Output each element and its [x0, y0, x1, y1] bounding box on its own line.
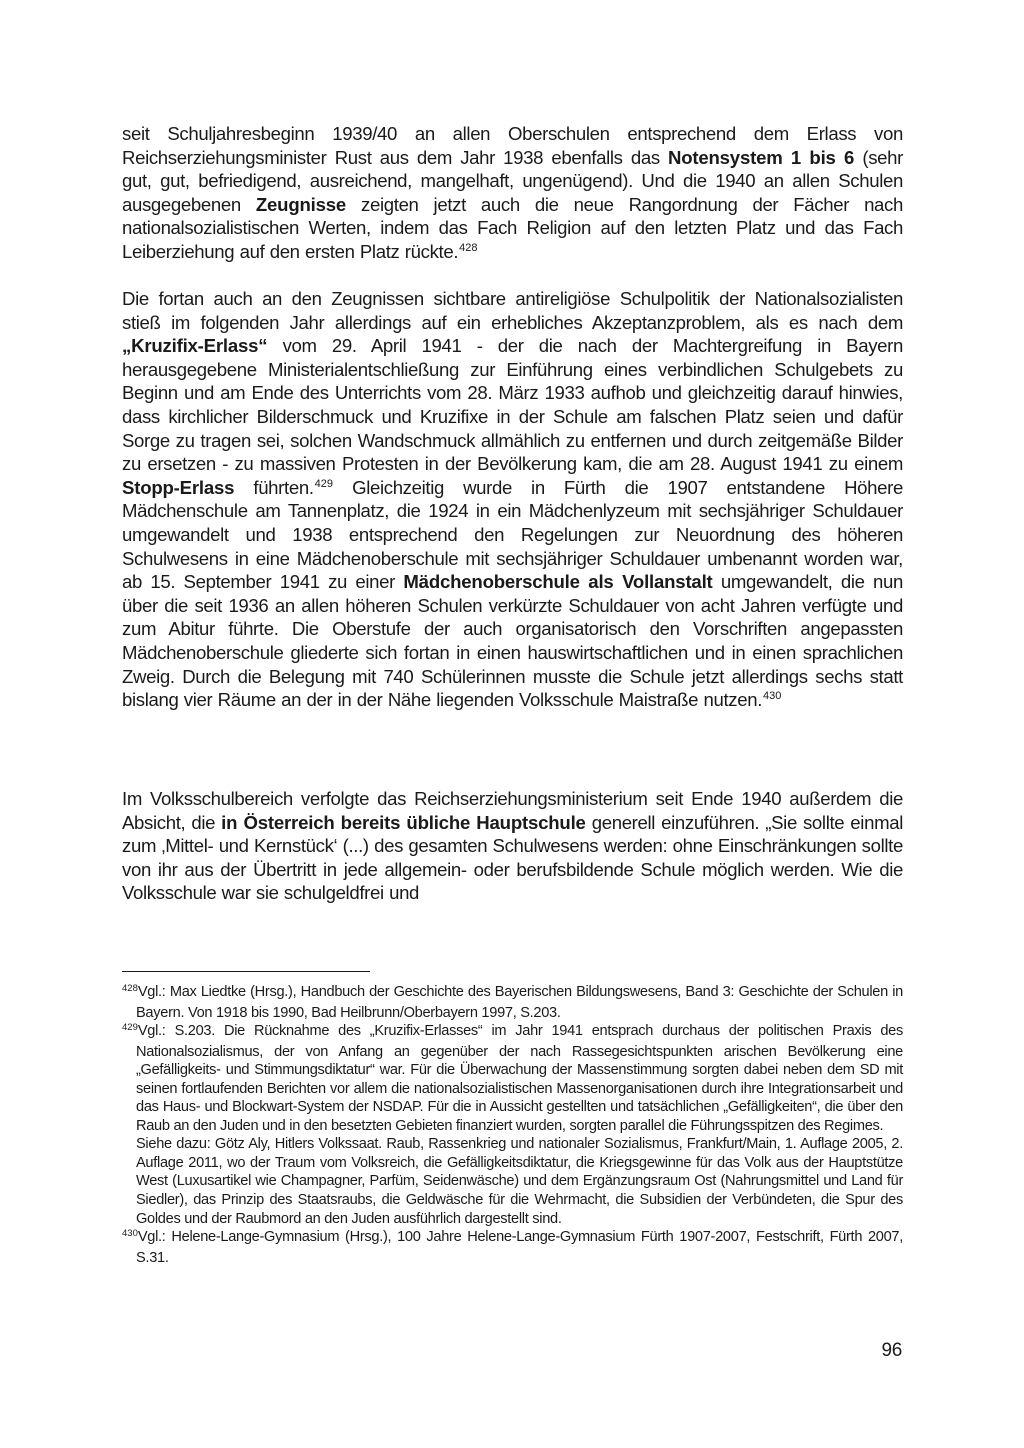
- text-segment: führten.: [234, 476, 314, 498]
- text-segment: zeigten jetzt auch die neue Rangordnung der Fächer nach nationalsozialistischen Werten, indem das Fach Religion auf den letzten Platz und das Fach Leiberziehung auf den ersten Platz rückte.: [122, 193, 903, 262]
- bold-term-stopp-erlass: Stopp-Erlass: [122, 476, 235, 498]
- text-segment: Im Volksschulbereich verfolgte das Reichserziehungsministerium seit Ende 1940 außerdem die Absicht, die: [122, 788, 903, 833]
- footnote-separator: [122, 971, 370, 973]
- footnote-ref-429[interactable]: 429: [314, 477, 333, 490]
- text-segment: vom 29. April 1941 - der die nach der Machtergreifung in Bayern herausgegebene Ministerialentschließung zur Einführung eines verbindlichen Schulgebets zu Beginn und am Ende des Unterrichts vom 28. März 1933 aufhob und gleichzeitig darauf hinwies, dass kirchlicher Bilderschmuck und Kruzifixe in der Schule am falschen Platz seien und dafür Sorge zu tragen sei, solchen Wandschmuck allmählich zu entfernen und durch zeitgemäße Bilder zu ersetzen - zu massiven Protesten in der Bevölkerung kam, die am 28. August 1941 zu einem: [122, 335, 903, 475]
- footnote-429-continuation: [122, 1135, 903, 1228]
- text-segment: umgewandelt, die nun über die seit 1936 an allen höheren Schulen verkürzte Schuldauer von acht Jahren verfügte und zum Abitur führte. Die Oberstufe der auch organisatorisch den Vorschriften angepassten Mädchenoberschule gliederte sich fortan in einen hauswirtschaftlichen und in einen sprachlichen Zweig. Durch die Belegung mit 740 Schülerinnen musste die Schule jetzt allerdings sechs statt bislang vier Räume an der in der Nähe liegenden Volksschule Maistraße nutzen.: [122, 571, 903, 711]
- footnote-text: Siehe dazu: Götz Aly, Hitlers Volkssaat. Raub, Rassenkrieg und nationaler Sozialismus, Frankfurt/Main, 1. Auflage 2005, 2. Auflage 2011, wo der Traum vom Volksreich, die Gefälligkeitsdiktatur, die Kriegsgewinne für das Volk aus der Hauptstütze West (Luxusartikel wie Champagner, Parfüm, Seidenwäsche) und dem Ergänzungsraum Ost (Nahrungsmittel und Land für Siedler), das Prinzip des Staatsraubs, die Geldwäsche für die Wehrmacht, die Subsidien der Verbündeten, die Spur des Goldes und der Raubmord an den Juden ausführlich dargestellt sind.: [136, 1136, 903, 1227]
- bold-term-hauptschule: in Österreich bereits übliche Hauptschule: [221, 811, 586, 833]
- footnote-number: 429: [122, 1022, 138, 1034]
- footnote-428: [122, 983, 903, 1022]
- footnote-text: Vgl.: S.203. Die Rücknahme des „Kruzifix-Erlasses“ im Jahr 1941 entsprach durchaus der politischen Praxis des Nationalsozialismus, der von Anfang an gegenüber der nach Rassegesichtspunkten arischen Bevölkerung eine „Gefälligkeits- und Stimmungsdiktatur“ war. Für die Überwachung der Massenstimmung sorgten dabei neben dem SD mit seinen fortlaufenden Berichten vor allem die nationalsozialistischen Massenorganisationen durch ihre Integrationsarbeit und das Haus- und Blockwart-System der NSDAP. Für die in Aussicht gestellten und tatsächlichen „Gefälligkeiten“, die über den Raub an den Juden und in den besetzten Gebieten finanziert wurden, sorgten parallel die Führungsspitzen des Regimes.: [136, 1023, 903, 1134]
- text-segment: Die fortan auch an den Zeugnissen sichtbare antireligiöse Schulpolitik der Nationalsozialisten stieß im folgenden Jahr allerdings auf ein erhebliches Akzeptanzproblem, als es nach dem: [122, 288, 903, 333]
- footnotes: [122, 983, 903, 1267]
- footnote-430: [122, 1228, 903, 1267]
- paragraph-3: [122, 787, 903, 905]
- footnote-ref-430[interactable]: 430: [763, 690, 782, 703]
- paragraph-1: [122, 122, 903, 264]
- footnote-429: [122, 1022, 903, 1135]
- footnote-ref-428[interactable]: 428: [459, 241, 478, 254]
- text-segment: Gleichzeitig wurde in Fürth die 1907 entstandene Höhere Mädchenschule am Tannenplatz, die 1924 in ein Mädchenlyzeum mit sechsjähriger Schuldauer umgewandelt und 1938 entsprechend den Regelungen zur Neuordnung des höheren Schulwesens in eine Mädchenoberschule mit sechsjähriger Schuldauer umbenannt worden war, ab 15. September 1941 zu einer: [122, 476, 903, 593]
- footnote-number: 428: [122, 983, 138, 994]
- footnote-text: Vgl.: Helene-Lange-Gymnasium (Hrsg.), 100 Jahre Helene-Lange-Gymnasium Fürth 1907-2007, Festschrift, Fürth 2007, S.31.: [136, 1229, 903, 1266]
- text-segment: (sehr gut, gut, befriedigend, ausreichend, mangelhaft, ungenügend). Und die 1940 an allen Schulen ausgegebenen: [122, 146, 903, 215]
- footnote-number: 430: [122, 1228, 138, 1240]
- bold-term-maedchenoberschule: Mädchenoberschule als Vollanstalt: [403, 571, 713, 593]
- text-segment: seit Schuljahresbeginn 1939/40 an allen Oberschulen entsprechend dem Erlass von Reichserziehungsminister Rust aus dem Jahr 1938 ebenfalls das: [122, 123, 903, 168]
- paragraph-2: [122, 287, 903, 712]
- footnote-text: Vgl.: Max Liedtke (Hrsg.), Handbuch der Geschichte des Bayerischen Bildungswesens, Band 3: Geschichte der Schulen in Bayern. Von 1918 bis 1990, Bad Heilbrunn/Oberbayern 1997, S.203.: [136, 984, 903, 1021]
- text-segment: generell einzuführen. „Sie sollte einmal zum ‚Mittel- und Kernstück‘ (...) des gesamten Schulwesens werden: ohne Einschränkungen sollte von ihr aus der Übertritt in jede allgemein- oder berufsbildende Schule möglich werden. Wie die Volksschule war sie schulgeldfrei und: [122, 811, 903, 904]
- bold-term-notensystem: Notensystem 1 bis 6: [667, 146, 855, 168]
- bold-term-zeugnisse: Zeugnisse: [255, 193, 347, 215]
- bold-term-kruzifix-erlass: „Kruzifix-Erlass“: [122, 335, 268, 357]
- page-number: 96: [881, 1340, 902, 1361]
